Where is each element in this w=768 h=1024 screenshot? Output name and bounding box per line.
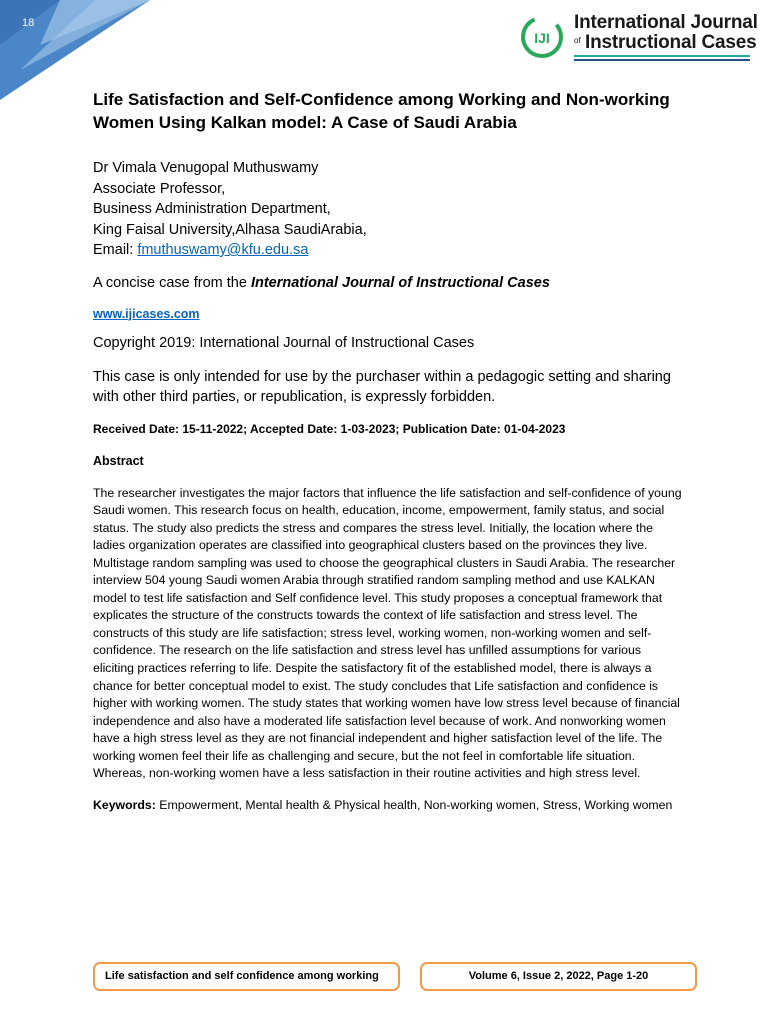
keywords xyxy=(93,797,683,815)
footer-volume-info: Volume 6, Issue 2, 2022, Page 1-20 xyxy=(420,962,697,991)
corner-decoration xyxy=(0,0,160,100)
email-label: Email: xyxy=(93,242,134,258)
author-affiliation: King Faisal University,Alhasa SaudiArabia, xyxy=(93,221,367,238)
copyright-notice: Copyright 2019: International Journal of Instructional Cases xyxy=(93,334,475,351)
logo-rule-blue xyxy=(574,59,750,61)
abstract-heading: Abstract xyxy=(93,453,144,468)
paper-title: Life Satisfaction and Self-Confidence among Working and Non-working Women Using Kalkan model: A Case of Saudi Arabia xyxy=(93,90,670,132)
keywords-label: Keywords: xyxy=(93,797,156,812)
paper-content xyxy=(93,88,683,814)
page-number: 18 xyxy=(22,17,35,29)
author-email-row xyxy=(93,240,683,261)
journal-name-line1: International Journal xyxy=(574,12,758,33)
author-email-link[interactable]: fmuthuswamy@kfu.edu.sa xyxy=(137,242,309,258)
concise-journal-name: International Journal of Instructional Cases xyxy=(250,274,550,291)
author-name: Dr Vimala Venugopal Muthuswamy xyxy=(93,160,319,176)
keywords-list: Empowerment, Mental health & Physical health, Non-working women, Stress, Working women xyxy=(155,797,673,812)
journal-name-of: of xyxy=(574,36,581,45)
svg-text:IJI: IJI xyxy=(534,30,550,46)
footer-running-title: Life satisfaction and self confidence among working xyxy=(93,962,400,991)
publication-dates: Received Date: 15-11-2022; Accepted Date: 1-03-2023; Publication Date: 01-04-2023 xyxy=(93,421,566,436)
journal-logo xyxy=(520,12,756,62)
author-position: Associate Professor, xyxy=(93,180,226,197)
journal-name-line2: Instructional Cases xyxy=(585,32,757,53)
concise-case-line xyxy=(93,273,683,293)
concise-prefix: A concise case from the xyxy=(93,274,251,291)
iji-logo-icon xyxy=(520,15,564,59)
usage-notice: This case is only intended for use by the purchaser within a pedagogic setting and sharing with other third parties, or republication, is expressly forbidden. xyxy=(93,368,671,405)
logo-rule-teal xyxy=(574,55,750,57)
author-block xyxy=(93,158,683,261)
abstract-text: The researcher investigates the major factors that influence the life satisfaction and self-confidence of young Saudi women. This research focus on health, education, income, empowerment, family status, and social status. The study also predicts the stress and compares the stress level. Initially, the location where the ladies organization operates are classified into geographical clusters based on the provinces they live. Multistage random sampling was used to choose the geographical clusters in Saudi Arabia. The researcher interview 504 young Saudi women Arabia through stratified random sampling method and use KALKAN model to test life satisfaction and Self confidence level. This study proposes a conceptual framework that explicates the structure of the constructs towards the context of life satisfaction and stress level. The constructs of this study are life satisfaction; stress level, working women, non-working women and self-confidence. The research on the life satisfaction and stress level has unfilled assumptions for various eliciting practices referring to life. Despite the satisfactory fit of the established model, there is always a chance for better conceptual model to exist. The study concludes that Life satisfaction and confidence is higher with working women. The study states that working women have low stress level because of financial independence and also have a moderated life satisfaction level because of work. And nonworking women have a high stress level as they are not financial independent and higher satisfaction level of the life. The working women feel their life as challenging and secure, but the not feel in comfortable life situation. Whereas, non-working women have a less satisfaction in their routine activities and high stress level. xyxy=(93,485,682,781)
journal-website-link[interactable]: www.ijicases.com xyxy=(93,306,200,321)
author-department: Business Administration Department, xyxy=(93,201,331,217)
